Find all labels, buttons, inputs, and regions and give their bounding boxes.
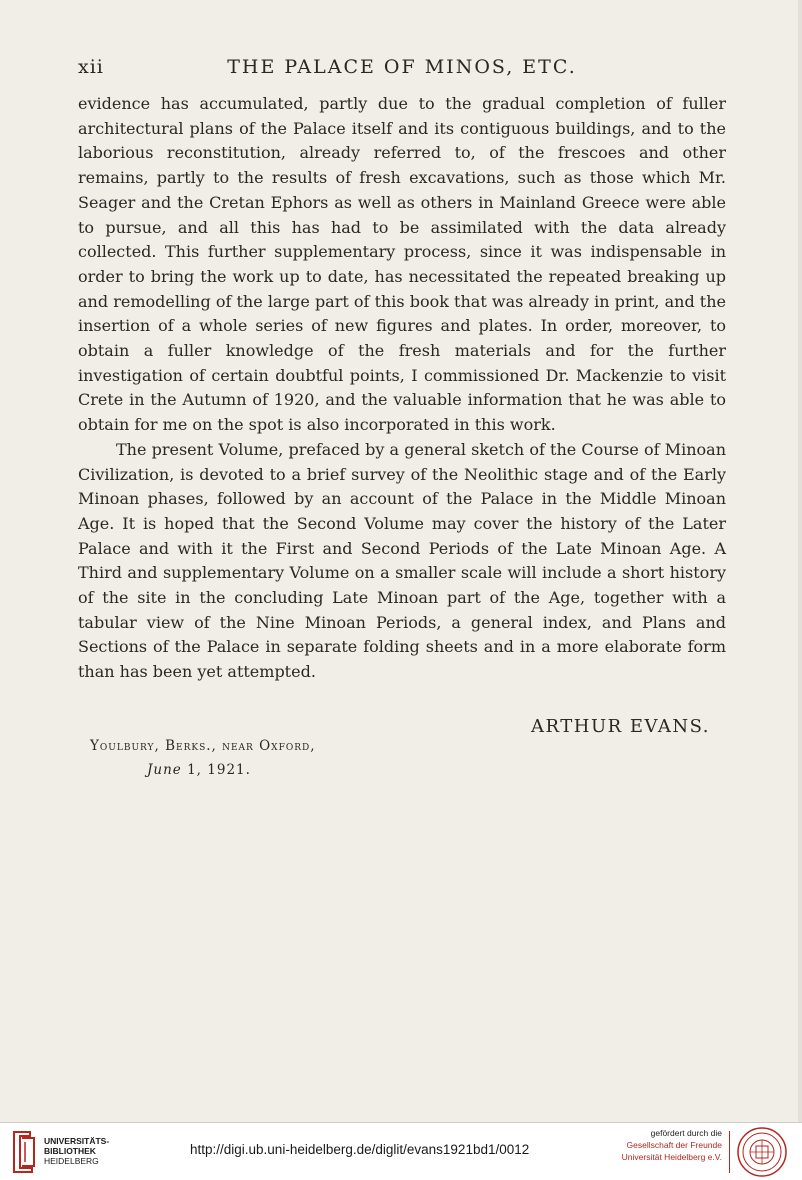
author-signature: ARTHUR EVANS. bbox=[531, 716, 710, 737]
paragraph-2: The present Volume, prefaced by a general sketch of the Course of Minoan Civilization, is devoted to a brief survey of the Neolithic stage and of the Early Minoan phases, followed by an account of the Palace in the Middle Minoan Age. It is hoped that the Second Volume may cover the history of the Later Palace and with it the First and Second Periods of the Late Minoan Age. A Third and supplementary Volume on a smaller scale will include a short history of the site in the concluding Late Minoan part of the Age, together with a tabular view of the Nine Minoan Periods, a general index, and Plans and Sections of the Palace in separate folding sheets and in a more elaborate form than has been yet attempted. bbox=[78, 439, 726, 682]
library-logo-icon bbox=[10, 1128, 38, 1174]
page-number: xii bbox=[78, 56, 104, 78]
signature-date bbox=[147, 762, 251, 778]
library-name bbox=[44, 1136, 109, 1166]
signature-date-month: June bbox=[147, 762, 182, 778]
sponsor-line-3: Universität Heidelberg e.V. bbox=[621, 1152, 722, 1162]
body-text bbox=[78, 92, 726, 685]
signature-date-rest: 1, 1921. bbox=[181, 762, 251, 778]
running-title: THE PALACE OF MINOS, ETC. bbox=[227, 56, 577, 78]
university-seal-icon bbox=[736, 1126, 788, 1178]
library-name-line-1: UNIVERSITÄTS- bbox=[44, 1136, 110, 1146]
library-name-line-3: HEIDELBERG bbox=[44, 1156, 99, 1166]
sponsor-credit bbox=[622, 1127, 722, 1163]
digitization-footer bbox=[0, 1122, 802, 1180]
source-url-link[interactable]: http://digi.ub.uni-heidelberg.de/diglit/evans1921bd1/0012 bbox=[190, 1142, 530, 1157]
page-header bbox=[78, 56, 726, 84]
signature-place: Youlbury, Berks., near Oxford, bbox=[90, 738, 316, 754]
page-edge bbox=[798, 0, 802, 1122]
sponsor-line-1: gefördert durch die bbox=[650, 1128, 722, 1138]
sponsor-line-2: Gesellschaft der Freunde bbox=[626, 1140, 722, 1150]
paragraph-1: evidence has accumulated, partly due to the gradual completion of fuller architectural plans of the Palace itself and its contiguous buildings, and to the laborious reconstitution, already referred to, of the frescoes and other remains, partly to the results of fresh excavations, such as those which Mr. Seager and the Cretan Ephors as well as others in Mainland Greece were able to pursue, and all this has had to be assimilated with the data already collected. This further supplementary process, since it was indispensable in order to bring the work up to date, has necessitated the repeated breaking up and remodelling of the large part of this book that was already in print, and the insertion of a whole series of new figures and plates. In order, moreover, to obtain a fuller knowledge of the fresh materials and for the further investigation of certain doubtful points, I commissioned Dr. Mackenzie to visit Crete in the Autumn of 1920, and the valuable information that he was able to obtain for me on the spot is also incorporated in this work. bbox=[78, 94, 726, 435]
sponsor-divider bbox=[729, 1131, 730, 1173]
library-name-line-2: BIBLIOTHEK bbox=[44, 1146, 96, 1156]
